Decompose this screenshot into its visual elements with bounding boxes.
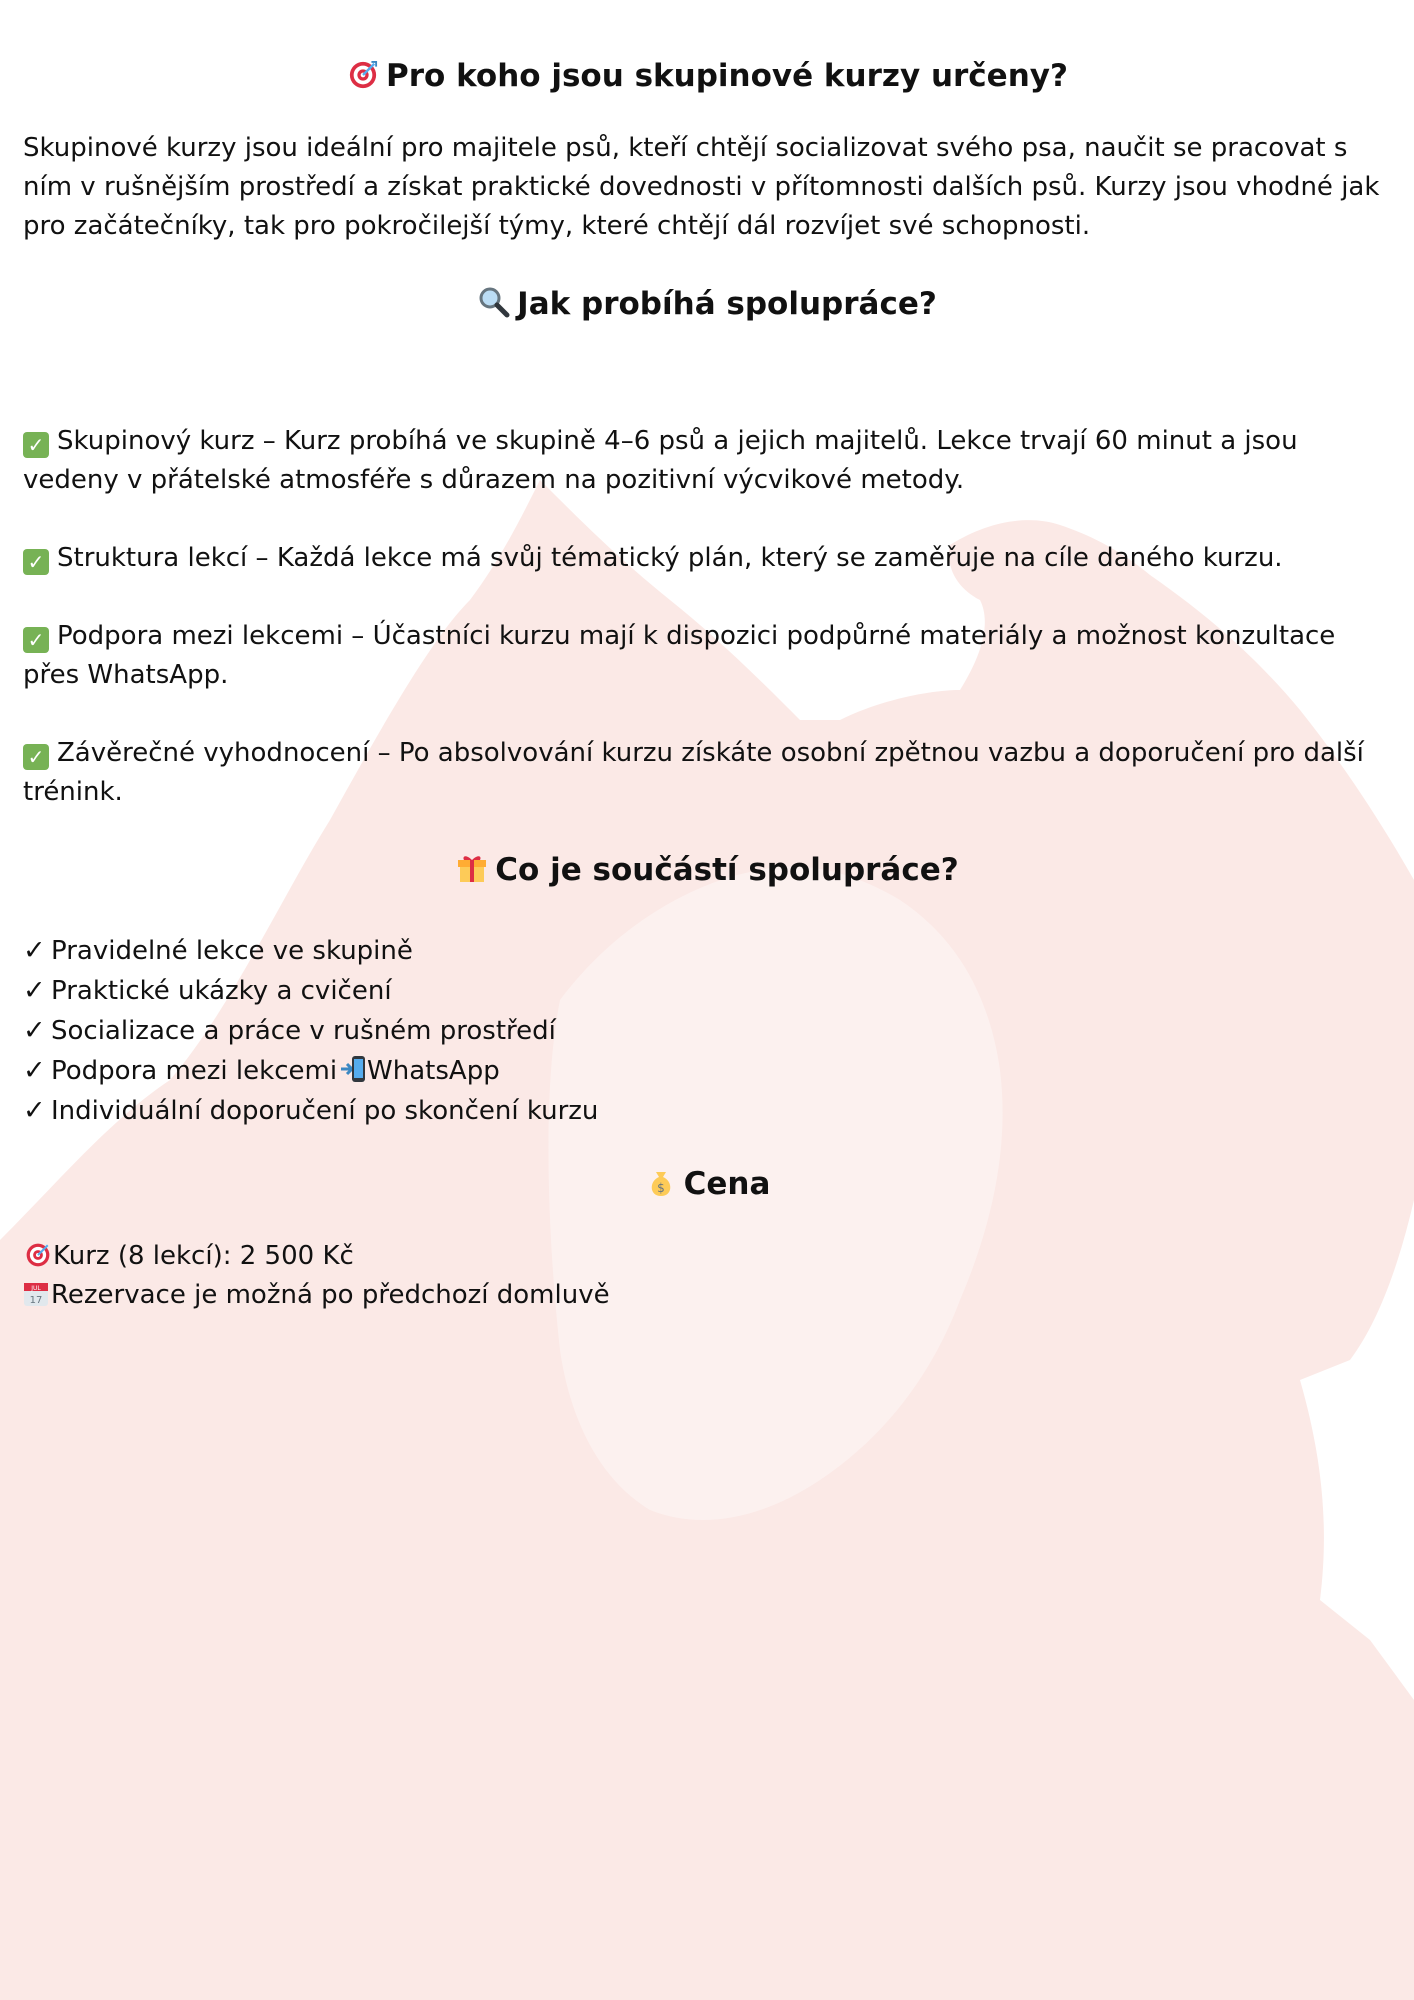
heading-text: Pro koho jsou skupinové kurzy určeny? (386, 58, 1068, 94)
check-mark-icon: ✓ (23, 549, 49, 575)
tick-icon: ✓ (23, 1095, 46, 1126)
how-item: ✓ Závěrečné vyhodnocení – Po absolvování kurzu získáte osobní zpětnou vazbu a doporučení pro další trénink. (23, 738, 1364, 807)
gift-icon (455, 850, 489, 890)
heading-text: Jak probíhá spolupráce? (517, 286, 937, 322)
how-item-text: Účastníci kurzu mají k dispozici podpůrné materiály a možnost konzultace přes WhatsApp. (23, 621, 1336, 690)
magnifier-icon (477, 284, 511, 324)
price-course-line: Kurz (8 lekcí): 2 500 Kč (23, 1237, 1395, 1277)
how-item-text: Kurz probíhá ve skupině 4–6 psů a jejich majitelů. Lekce trvají 60 minut a jsou vedeny v přátelské atmosféře s důrazem na pozitivní výcvikové metody. (23, 426, 1298, 495)
who-paragraph: Skupinové kurzy jsou ideální pro majitele psů, kteří chtějí socializovat svého psa, naučit se pracovat s ním v rušnějším prostředí a získat praktické dovednosti v přítomnosti dalších psů. Kurzy jsou vhodné jak pro začátečníky, tak pro pokročilejší týmy, které chtějí dál rozvíjet své schopnosti. (23, 133, 1380, 241)
section-heading-how (0, 284, 1414, 324)
how-item-label: Podpora mezi lekcemi (57, 621, 344, 651)
calendar-icon (23, 1280, 49, 1306)
tick-icon: ✓ (23, 1055, 46, 1086)
svg-text:17: 17 (29, 1295, 43, 1306)
how-item-text: Každá lekce má svůj tématický plán, který se zaměřuje na cíle daného kurzu. (276, 543, 1283, 573)
how-item-text: Po absolvování kurzu získáte osobní zpětnou vazbu a doporučení pro další trénink. (23, 738, 1364, 807)
section-heading-price (0, 1164, 1414, 1204)
target-icon (23, 1238, 53, 1277)
svg-text:JUL: JUL (31, 1285, 41, 1292)
tick-icon: ✓ (23, 1015, 46, 1046)
how-item-label: Skupinový kurz (57, 426, 255, 456)
tick-icon: ✓ (23, 935, 46, 966)
how-item: ✓ Podpora mezi lekcemi – Účastníci kurzu mají k dispozici podpůrné materiály a možnost konzultace přes WhatsApp. (23, 621, 1336, 690)
how-item: ✓ Struktura lekcí – Každá lekce má svůj tématický plán, který se zaměřuje na cíle daného kurzu. (23, 539, 1395, 578)
section-heading-included (0, 850, 1414, 890)
svg-text:$: $ (656, 1181, 665, 1195)
target-icon (346, 56, 380, 96)
section-heading-who (0, 56, 1414, 96)
how-item: ✓ Skupinový kurz – Kurz probíhá ve skupině 4–6 psů a jejich majitelů. Lekce trvají 60 minut a jsou vedeny v přátelské atmosféře s důrazem na pozitivní výcvikové metody. (23, 426, 1298, 495)
list-item: ✓ Pravidelné lekce ve skupině (23, 931, 598, 971)
money-bag-icon (644, 1164, 678, 1204)
included-list (23, 931, 598, 1131)
heading-text: Cena (683, 1166, 771, 1202)
list-item: ✓ Praktické ukázky a cvičení (23, 971, 598, 1011)
list-item: ✓ Socializace a práce v rušném prostředí (23, 1011, 598, 1051)
mobile-phone-arrow-icon (341, 1055, 361, 1083)
how-item-label: Závěrečné vyhodnocení (57, 738, 370, 768)
check-mark-icon: ✓ (23, 744, 49, 770)
how-item-label: Struktura lekcí (57, 543, 248, 573)
check-mark-icon: ✓ (23, 627, 49, 653)
tick-icon: ✓ (23, 975, 46, 1006)
check-mark-icon: ✓ (23, 432, 49, 458)
heading-text: Co je součástí spolupráce? (495, 852, 959, 888)
list-item: ✓ Individuální doporučení po skončení kurzu (23, 1091, 598, 1131)
price-reservation-line: JUL 17 Rezervace je možná po předchozí domluvě (23, 1276, 1395, 1315)
list-item: ✓ Podpora mezi lekcemi WhatsApp (23, 1051, 598, 1091)
